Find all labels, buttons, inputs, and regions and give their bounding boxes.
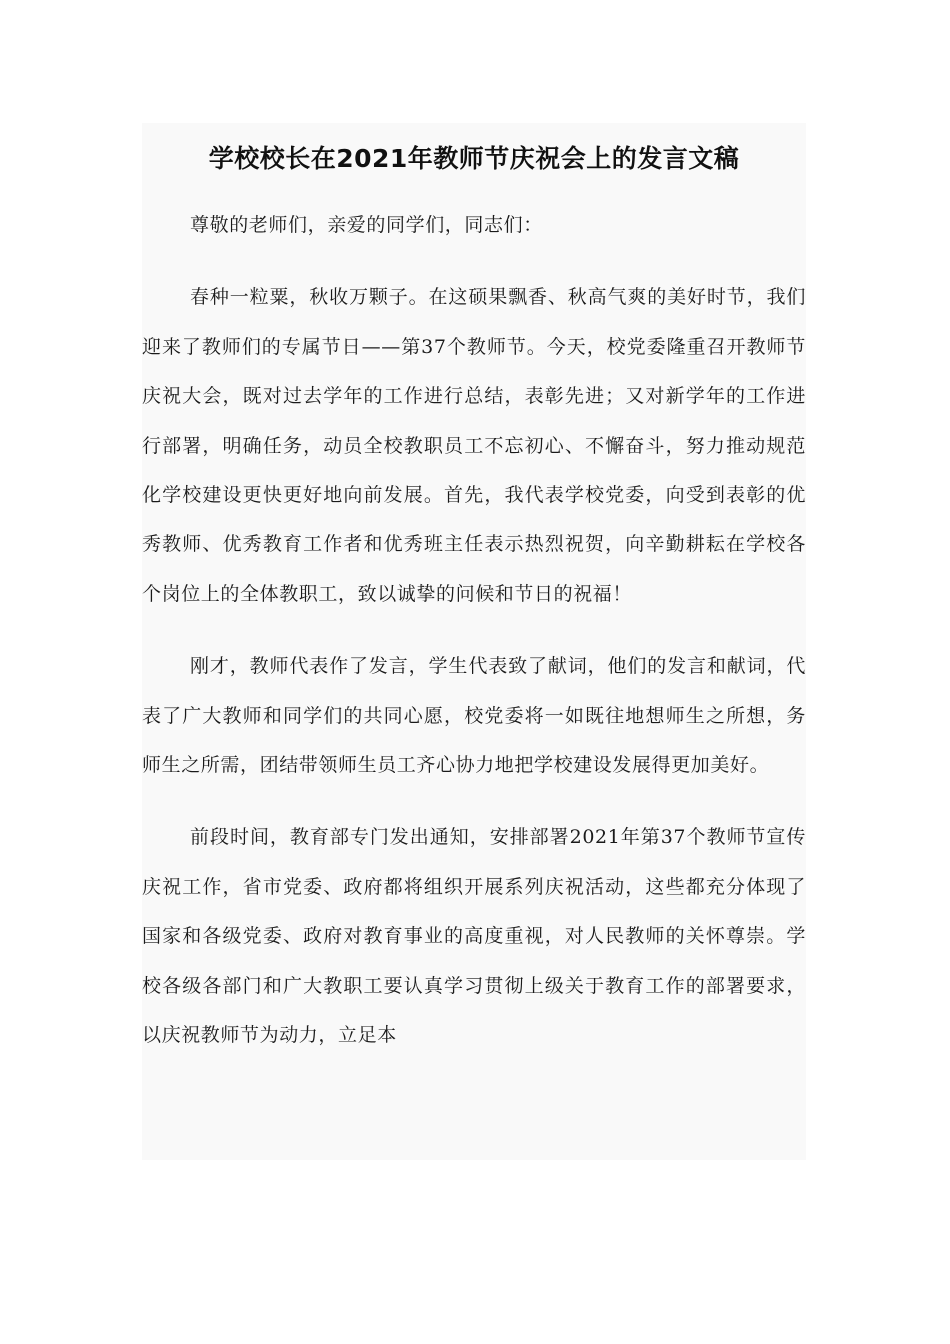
document-title: 学校校长在2021年教师节庆祝会上的发言文稿 <box>208 144 740 173</box>
paragraph-2: 刚才，教师代表作了发言，学生代表致了献词，他们的发言和献词，代表了广大教师和同学们的共同心愿，校党委将一如既往地想师生之所想，务师生之所需，团结带领师生员工齐心协力地把学校建设发展得更加美好。 <box>142 655 806 777</box>
paragraph-1: 春种一粒粟，秋收万颗子。在这硕果飘香、秋高气爽的美好时节，我们迎来了教师们的专属节日——第37个教师节。今天，校党委隆重召开教师节庆祝大会，既对过去学年的工作进行总结，表彰先进；又对新学年的工作进行部署，明确任务，动员全校教职员工不忘初心、不懈奋斗，努力推动规范化学校建设更快更好地向前发展。首先，我代表学校党委，向受到表彰的优秀教师、优秀教育工作者和优秀班主任表示热烈祝贺，向辛勤耕耘在学校各个岗位上的全体教职工，致以诚挚的问候和节日的祝福！ <box>142 286 806 605</box>
document-page <box>142 123 806 1160</box>
salutation: 尊敬的老师们，亲爱的同学们，同志们： <box>190 214 543 236</box>
paragraph-3: 前段时间，教育部专门发出通知，安排部署2021年第37个教师节宣传庆祝工作，省市党委、政府都将组织开展系列庆祝活动，这些都充分体现了国家和各级党委、政府对教育事业的高度重视，对人民教师的关怀尊崇。学校各级各部门和广大教职工要认真学习贯彻上级关于教育工作的部署要求，以庆祝教师节为动力，立足本 <box>142 826 806 1047</box>
